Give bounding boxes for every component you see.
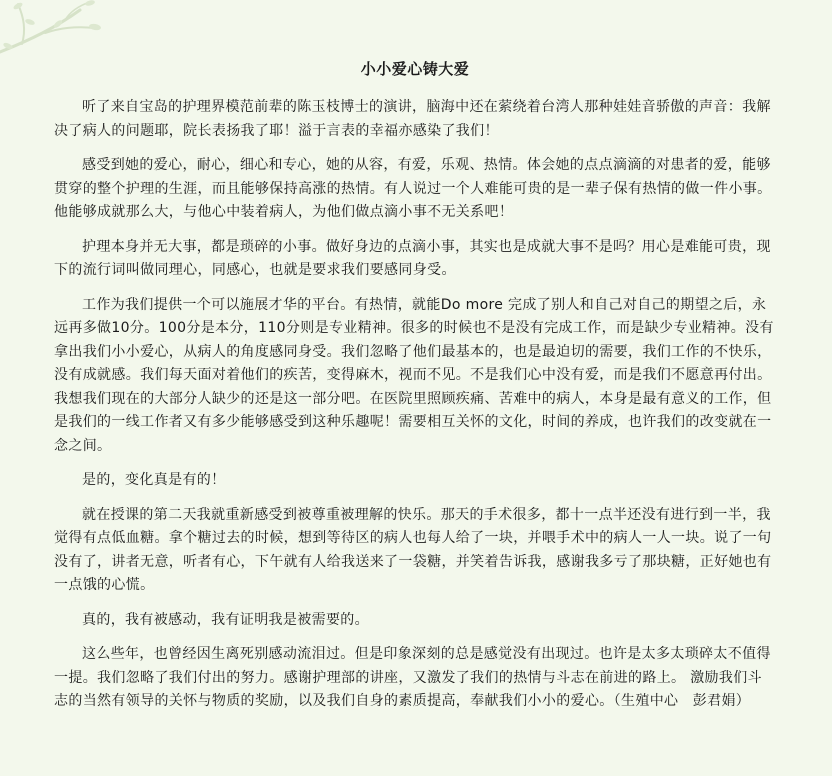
article-paragraph: 感受到她的爱心，耐心，细心和专心，她的从容，有爱，乐观、热情。体会她的点点滴滴的对患者的爱，能够贯穿的整个护理的生涯，而且能够保持高涨的热情。有人说过一个人难能可贵的是一辈子保有热情的做一件小事。他能够成就那么大，与他心中装着病人，为他们做点滴小事不无关系吧！ — [54, 157, 772, 220]
article-paragraph: 工作为我们提供一个可以施展才华的平台。有热情，就能Do more 完成了别人和自己对自己的期望之后，永远再多做10分。100分是本分，110分则是专业精神。很多的时候也不是没有完成工作，而是缺少专业精神。没有拿出我们小小爱心，从病人的角度感同身受。我们忽略了他们最基本的，也是最迫切的需要，我们工作的不快乐，没有成就感。我们每天面对着他们的疾苦，变得麻木，视而不见。不是我们心中没有爱，而是我们不愿意再付出。我想我们现在的大部分人缺少的还是这一部分吧。在医院里照顾疾痛、苦难中的病人，本身是最有意义的工作，但是我们的一线工作者又有多少能够感受到这种乐趣呢！需要相互关怀的文化，时间的养成，也许我们的改变就在一念之间。 — [54, 296, 774, 454]
article-title: 小小爱心铸大爱 — [360, 60, 470, 78]
article-paragraph: 就在授课的第二天我就重新感受到被尊重被理解的快乐。那天的手术很多，都十一点半还没有进行到一半，我觉得有点低血糖。拿个糖过去的时候，想到等待区的病人也每人给了一块，并喂手术中的病人一人一块。说了一句没有了，讲者无意，听者有心，下午就有人给我送来了一袋糖，并笑着告诉我，感谢我多亏了那块糖，正好她也有一点饿的心慌。 — [54, 506, 772, 593]
article-paragraph: 护理本身并无大事，都是琐碎的小事。做好身边的点滴小事，其实也是成就大事不是吗？用心是难能可贵，现下的流行词叫做同理心，同感心，也就是要求我们要感同身受。 — [54, 238, 771, 278]
article-paragraph: 这么些年，也曾经因生离死别感动流泪过。但是印象深刻的总是感觉没有出现过。也许是太多太琐碎太不值得一提。我们忽略了我们付出的努力。感谢护理部的讲座，又激发了我们的热情与斗志在前进的路上。 激励我们斗志的当然有领导的关怀与物质的奖励，以及我们自身的素质提高，奉献我们小小的爱心。（生殖中心 彭君娟） — [54, 646, 771, 709]
article-paragraph: 真的，我有被感动，我有证明我是被需要的。 — [82, 611, 369, 628]
article — [54, 58, 776, 725]
article-paragraph: 是的，变化真是有的！ — [82, 472, 226, 488]
article-paragraph: 听了来自宝岛的护理界模范前辈的陈玉枝博士的演讲，脑海中还在萦绕着台湾人那种娃娃音骄傲的声音：我解决了病人的问题耶，院长表扬我了耶！溢于言表的幸福亦感染了我们！ — [54, 99, 771, 139]
